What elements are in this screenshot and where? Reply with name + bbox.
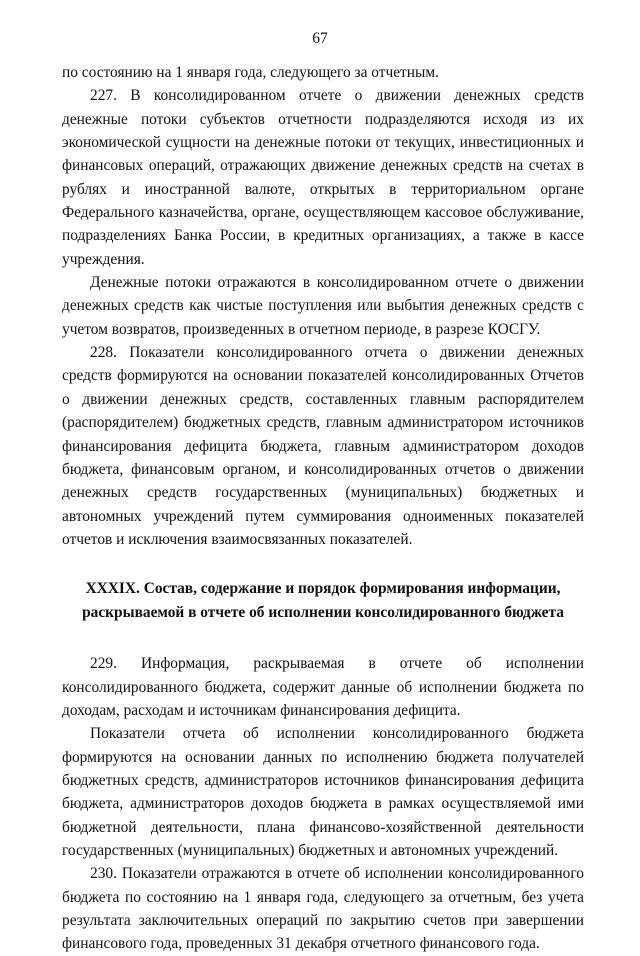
paragraph-p229-2: Показатели отчета об исполнении консолидированного бюджета формируются на основании данных по исполнению бюджета получателей бюджетных средств, администраторов источников финансирования дефицита бюджета, администраторов доходов бюджета в рамках осуществляемой ими бюджетной деятельности, плана финансово-хозяйственной деятельности государственных (муниципальных) бюджетных и автономных учреждений.: [62, 725, 584, 859]
paragraph-p228: 228. Показатели консолидированного отчета о движении денежных средств формируются на основании показателей консолидированных Отчетов о движении денежных средств, составленных главным распорядителем (распорядителем) бюджетных средств, главным администратором источников финансирования дефицита бюджета, главным администратором доходов бюджета, финансовым органом, и консолидированных отчетов о движении денежных средств государственных (муниципальных) бюджетных и автономных учреждений путем суммирования одноименных показателей отчетов и исключения взаимосвязанных показателей.: [62, 344, 584, 548]
section-heading: [62, 577, 584, 624]
paragraph-continuation: по состоянию на 1 января года, следующего за отчетным.: [62, 64, 439, 81]
paragraph-p230: 230. Показатели отражаются в отчете об исполнении консолидированного бюджета по состоянию на 1 января года, следующего за отчетным, без учета результата заключительных операций по закрытию счетов при завершении финансового года, проведенных 31 декабря отчетного финансового года.: [62, 865, 584, 953]
document-body: [62, 61, 584, 956]
page-number: 67: [312, 30, 328, 47]
section-heading-line-2: раскрываемой в отчете об исполнении консолидированного бюджета: [82, 603, 564, 621]
paragraphs-after-heading: [62, 652, 584, 955]
paragraph-p227: 227. В консолидированном отчете о движении денежных средств денежные потоки субъектов отчетности подразделяются исходя из их экономической сущности на денежные потоки от текущих, инвестиционных и финансовых операций, отражающих движение денежных средств на счетах в рублях и иностранной валюте, открытых в территориальном органе Федерального казначейства, органе, осуществляющем кассовое обслуживание, подразделениях Банка России, в кредитных организациях, а также в кассе учреждения.: [62, 87, 584, 268]
section-heading-line-1: XXXIX. Состав, содержание и порядок формирования информации,: [85, 580, 561, 598]
paragraph-p227-2: Денежные потоки отражаются в консолидированном отчете о движении денежных средств как чистые поступления или выбытия денежных средств с учетом возвратов, произведенных в отчетном периоде, в разрезе КОСГУ.: [62, 274, 584, 338]
paragraphs-before-heading: [62, 61, 584, 551]
paragraph-p229: 229. Информация, раскрываемая в отчете об исполнении консолидированного бюджета, содержит данные об исполнении бюджета по доходам, расходам и источникам финансирования дефицита.: [62, 655, 584, 719]
